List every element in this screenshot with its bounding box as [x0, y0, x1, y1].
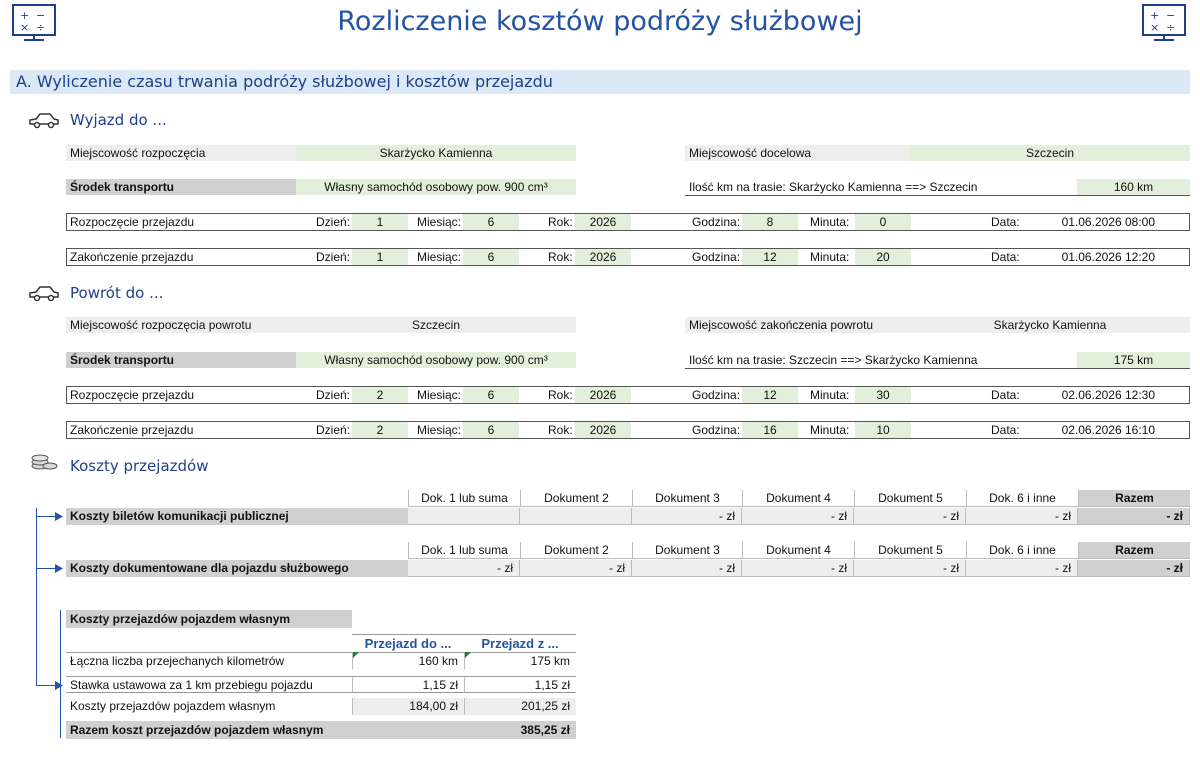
wyjazd-km-value: 160 km: [1077, 179, 1190, 196]
public-cost-value[interactable]: [408, 508, 520, 525]
own-rate-to: 1,15 zł: [352, 676, 464, 693]
row-label: Zakończenie przejazdu: [70, 423, 194, 437]
day-label: Dzień:: [316, 388, 351, 402]
svg-text:÷: ÷: [1166, 21, 1176, 34]
minute-label: Minuta:: [810, 423, 850, 437]
cell-comment-marker-icon: [465, 652, 471, 658]
row-label: Zakończenie przejazdu: [70, 250, 194, 264]
public-cost-value[interactable]: [520, 508, 632, 525]
col-header: Dok. 1 lub suma: [408, 490, 520, 507]
hour-label: Godzina:: [692, 388, 741, 402]
wyjazd-start-value[interactable]: Skarżycko Kamienna: [296, 145, 576, 161]
day-label: Dzień:: [316, 250, 351, 264]
date-value: 01.06.2026 08:00: [1061, 215, 1155, 229]
own-vehicle-title: Koszty przejazdów pojazdem własnym: [66, 610, 352, 628]
own-col-header-from: Przejazd z ...: [464, 634, 576, 651]
col-header: Dokument 5: [854, 490, 966, 507]
svg-text:+: +: [1150, 9, 1160, 22]
minute-label: Minuta:: [810, 388, 850, 402]
date-label: Data:: [991, 388, 1020, 402]
wyjazd-km-label: Ilość km na trasie: Skarżycko Kamienna ==> Szczecin: [685, 179, 1077, 196]
powrot-transport-label: Środek transportu: [66, 352, 296, 368]
row-label: Rozpoczęcie przejazdu: [70, 388, 195, 402]
date-label: Data:: [991, 423, 1020, 437]
minute-value[interactable]: 0: [855, 214, 911, 230]
day-label: Dzień:: [316, 215, 351, 229]
col-header: Dok. 6 i inne: [966, 542, 1078, 559]
month-label: Miesiąc:: [417, 423, 462, 437]
col-header: Dokument 2: [520, 490, 632, 507]
row-label: Rozpoczęcie przejazdu: [70, 215, 195, 229]
col-header: Dokument 3: [632, 542, 742, 559]
public-cost-value[interactable]: - zł: [966, 508, 1078, 525]
month-label: Miesiąc:: [417, 388, 462, 402]
year-label: Rok:: [548, 250, 573, 264]
year-value[interactable]: 2026: [575, 422, 631, 438]
own-total-value: 385,25 zł: [352, 721, 576, 739]
month-value[interactable]: 6: [463, 214, 519, 230]
connector-line: [36, 508, 37, 686]
wyjazd-dest-value[interactable]: Szczecin: [910, 145, 1190, 161]
own-row-label: Łączna liczba przejechanych kilometrów: [66, 652, 352, 669]
svg-text:×: ×: [1150, 21, 1160, 34]
year-value[interactable]: 2026: [575, 387, 631, 403]
page-title: Rozliczenie kosztów podróży służbowej: [337, 6, 863, 37]
svg-text:+: +: [20, 9, 30, 22]
col-header: Dok. 6 i inne: [966, 490, 1078, 507]
day-label: Dzień:: [316, 423, 351, 437]
month-value[interactable]: 6: [463, 422, 519, 438]
wyjazd-transport-label: Środek transportu: [66, 179, 296, 195]
date-value: 02.06.2026 16:10: [1061, 423, 1155, 437]
powrot-transport-value[interactable]: Własny samochód osobowy pow. 900 cm³: [296, 352, 576, 368]
col-header: Dok. 1 lub suma: [408, 542, 520, 559]
minute-value[interactable]: 30: [855, 387, 911, 403]
svg-text:÷: ÷: [36, 21, 46, 34]
arrow-right-icon: [55, 564, 63, 573]
wyjazd-transport-value[interactable]: Własny samochód osobowy pow. 900 cm³: [296, 179, 576, 195]
company-cost-value[interactable]: - zł: [854, 560, 966, 577]
hour-value[interactable]: 8: [742, 214, 798, 230]
company-cost-value[interactable]: - zł: [520, 560, 632, 577]
year-value[interactable]: 2026: [575, 214, 631, 230]
day-value[interactable]: 2: [352, 387, 408, 403]
section-a-title: A. Wyliczenie czasu trwania podróży służbowej i kosztów przejazdu: [10, 70, 1190, 94]
svg-text:−: −: [36, 9, 46, 22]
hour-label: Godzina:: [692, 250, 741, 264]
col-header: Dokument 2: [520, 542, 632, 559]
car-icon: [28, 284, 60, 302]
company-cost-value[interactable]: - zł: [742, 560, 854, 577]
arrow-right-icon: [55, 681, 63, 690]
col-header: Dokument 5: [854, 542, 966, 559]
arrow-right-icon: [55, 512, 63, 521]
coins-icon: [30, 452, 58, 472]
month-label: Miesiąc:: [417, 250, 462, 264]
minute-value[interactable]: 20: [855, 249, 911, 265]
hour-value[interactable]: 12: [742, 249, 798, 265]
own-total-label: Razem koszt przejazdów pojazdem własnym: [66, 721, 352, 739]
total-header: Razem: [1078, 490, 1190, 507]
car-icon: [28, 111, 60, 129]
month-value[interactable]: 6: [463, 387, 519, 403]
company-vehicle-label: Koszty dokumentowane dla pojazdu służbowego: [66, 560, 408, 577]
company-cost-value[interactable]: - zł: [408, 560, 520, 577]
own-cost-to: 184,00 zł: [352, 698, 464, 715]
powrot-heading: Powrót do ...: [70, 284, 164, 302]
own-km-to: 160 km: [352, 652, 464, 669]
year-label: Rok:: [548, 423, 573, 437]
powrot-start-label: Miejscowość rozpoczęcia powrotu: [66, 317, 296, 333]
own-rate-from: 1,15 zł: [464, 676, 576, 693]
own-km-from: 175 km: [464, 652, 576, 669]
col-header: Dokument 3: [632, 490, 742, 507]
year-value[interactable]: 2026: [575, 249, 631, 265]
hour-label: Godzina:: [692, 215, 741, 229]
own-col-header-to: Przejazd do ...: [352, 634, 464, 651]
year-label: Rok:: [548, 215, 573, 229]
company-cost-value[interactable]: - zł: [632, 560, 742, 577]
public-transport-label: Koszty biletów komunikacji publicznej: [66, 508, 408, 525]
svg-text:×: ×: [20, 21, 30, 34]
svg-text:−: −: [1166, 9, 1176, 22]
col-header: Dokument 4: [742, 490, 854, 507]
day-value[interactable]: 1: [352, 249, 408, 265]
connector-line: [60, 610, 61, 738]
powrot-dest-label: Miejscowość zakończenia powrotu: [685, 317, 910, 333]
own-row-label: Stawka ustawowa za 1 km przebiegu pojazdu: [66, 676, 352, 693]
public-cost-value[interactable]: - zł: [854, 508, 966, 525]
date-label: Data:: [991, 215, 1020, 229]
powrot-dest-value: Skarżycko Kamienna: [910, 317, 1190, 333]
date-value: 01.06.2026 12:20: [1061, 250, 1155, 264]
date-label: Data:: [991, 250, 1020, 264]
company-cost-value[interactable]: - zł: [966, 560, 1078, 577]
own-cost-from: 201,25 zł: [464, 698, 576, 715]
wyjazd-start-label: Miejscowość rozpoczęcia: [66, 145, 296, 161]
koszty-heading: Koszty przejazdów: [70, 457, 209, 475]
total-header: Razem: [1078, 542, 1190, 559]
year-label: Rok:: [548, 388, 573, 402]
public-cost-value[interactable]: - zł: [742, 508, 854, 525]
hour-value[interactable]: 16: [742, 422, 798, 438]
minute-label: Minuta:: [810, 250, 850, 264]
month-value[interactable]: 6: [463, 249, 519, 265]
own-row-label: Koszty przejazdów pojazdem własnym: [70, 699, 276, 713]
powrot-start-value: Szczecin: [296, 317, 576, 333]
day-value[interactable]: 1: [352, 214, 408, 230]
cell-comment-marker-icon: [353, 652, 359, 658]
hour-value[interactable]: 12: [742, 387, 798, 403]
company-cost-total: - zł: [1078, 560, 1190, 577]
wyjazd-dest-label: Miejscowość docelowa: [685, 145, 910, 161]
col-header: Dokument 4: [742, 542, 854, 559]
day-value[interactable]: 2: [352, 422, 408, 438]
public-cost-total: - zł: [1078, 508, 1190, 525]
calculator-monitor-icon: [1140, 3, 1188, 43]
month-label: Miesiąc:: [417, 215, 462, 229]
powrot-km-label: Ilość km na trasie: Szczecin ==> Skarżycko Kamienna: [685, 352, 1077, 369]
minute-label: Minuta:: [810, 215, 850, 229]
wyjazd-heading: Wyjazd do ...: [70, 111, 167, 129]
hour-label: Godzina:: [692, 423, 741, 437]
date-value: 02.06.2026 12:30: [1061, 388, 1155, 402]
minute-value[interactable]: 10: [855, 422, 911, 438]
powrot-km-value[interactable]: 175 km: [1077, 352, 1190, 369]
public-cost-value[interactable]: - zł: [632, 508, 742, 525]
